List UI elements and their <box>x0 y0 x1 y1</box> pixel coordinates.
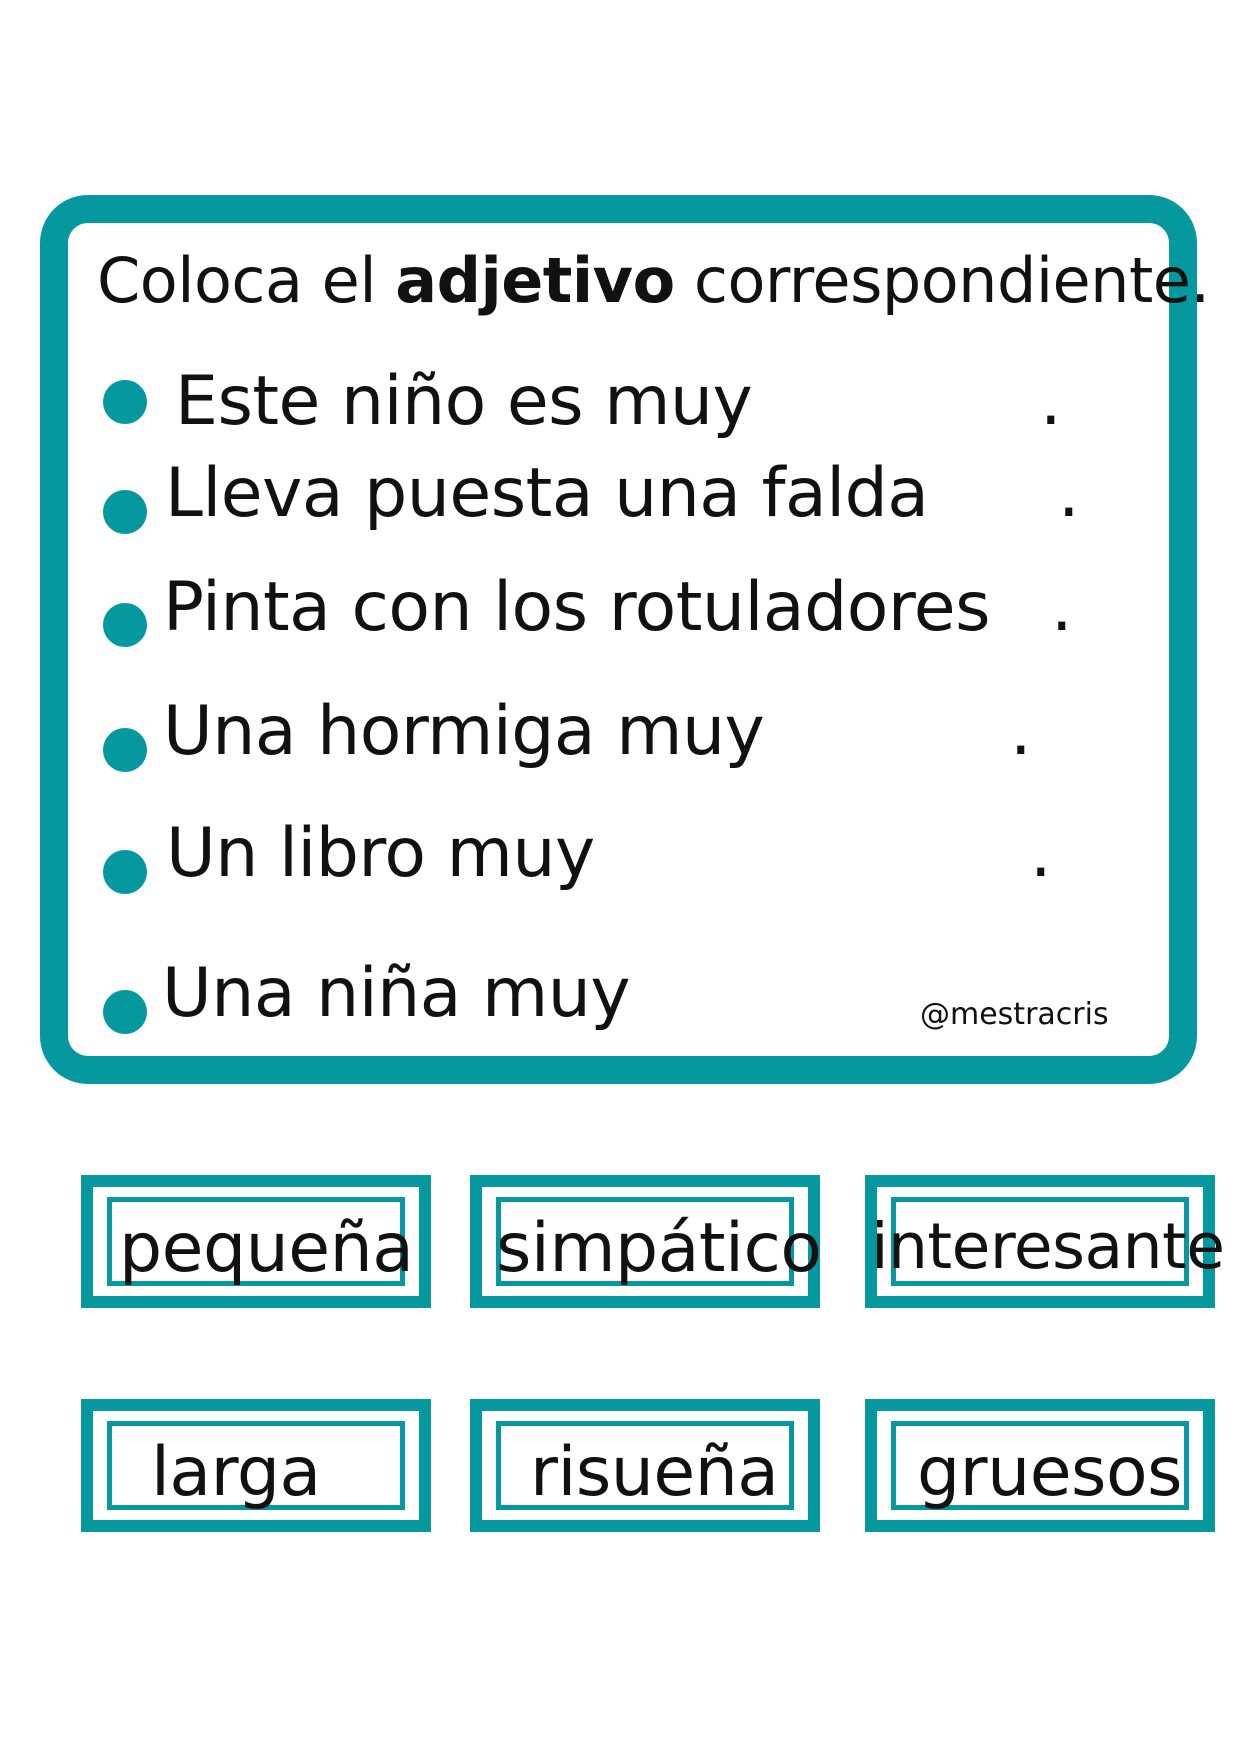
sentence-4: Una hormiga muy <box>163 692 765 771</box>
sentence-2: Lleva puesta una falda <box>165 454 929 533</box>
word-card-label: pequeña <box>119 1209 414 1288</box>
word-card-label: interesante <box>871 1210 1225 1283</box>
bullet-dot <box>103 603 147 647</box>
word-card[interactable] <box>81 1399 431 1532</box>
sentence-6: Una niña muy <box>162 954 631 1033</box>
sentence-5-period: . <box>1030 814 1052 893</box>
word-card[interactable] <box>865 1175 1225 1308</box>
sentence-3-period: . <box>1051 568 1073 647</box>
instruction-keyword: adjetivo <box>395 244 675 317</box>
word-card[interactable] <box>865 1399 1215 1532</box>
word-card-label: larga <box>151 1433 321 1512</box>
author-credit: @mestracris <box>920 997 1109 1032</box>
bullet-dot <box>103 850 147 894</box>
instruction-title <box>97 244 1210 317</box>
word-card[interactable] <box>470 1399 820 1532</box>
sentence-1: Este niño es muy <box>175 362 753 441</box>
word-card[interactable] <box>81 1175 431 1308</box>
bullet-dot <box>103 990 147 1034</box>
instruction-prefix: Coloca el <box>97 244 396 317</box>
word-card[interactable] <box>470 1175 820 1308</box>
sentence-3: Pinta con los rotuladores <box>163 568 991 647</box>
bullet-dot <box>103 380 147 424</box>
instruction-suffix: correspondiente. <box>674 244 1210 317</box>
word-card-label: simpático <box>496 1209 822 1288</box>
sentence-2-period: . <box>1058 454 1080 533</box>
bullet-dot <box>103 728 147 772</box>
sentence-4-period: . <box>1010 692 1032 771</box>
bullet-dot <box>103 490 147 534</box>
word-card-label: gruesos <box>917 1433 1183 1512</box>
word-card-label: risueña <box>530 1433 779 1512</box>
sentence-1-period: . <box>1040 362 1062 441</box>
sentence-5: Un libro muy <box>166 814 595 893</box>
